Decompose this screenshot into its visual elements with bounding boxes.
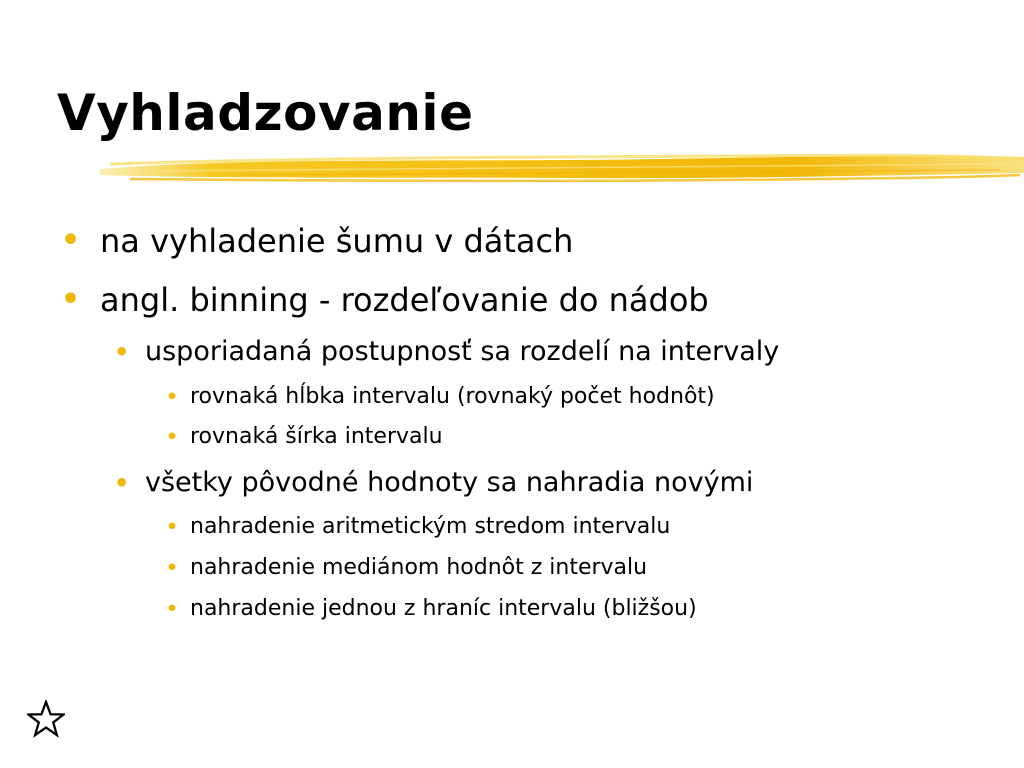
bullet-item (61, 221, 574, 261)
bullet-text: rovnaká šírka intervalu (190, 424, 443, 449)
bullet-text: nahradenie jednou z hraníc intervalu (bližšou) (190, 596, 697, 621)
bullet-text: angl. binning - rozdeľovanie do nádob (100, 281, 709, 319)
bullet-text: nahradenie mediánom hodnôt z intervalu (190, 555, 648, 580)
bullet-dot: • (166, 598, 179, 620)
bullet-text: nahradenie aritmetickým stredom intervalu (190, 514, 671, 539)
bullet-dot: • (114, 469, 130, 497)
bullet-text: usporiadaná postupnosť sa rozdelí na intervaly (145, 336, 780, 367)
sub-sub-bullet-item (166, 383, 715, 411)
sub-sub-bullet-item (166, 595, 697, 623)
slide-title: Vyhladzovanie (57, 84, 474, 142)
sub-sub-bullet-item (166, 423, 443, 451)
title-underline-stroke (100, 145, 1024, 189)
star-outline-icon[interactable] (27, 700, 65, 738)
bullet-dot: • (166, 426, 179, 448)
bullet-dot: • (61, 223, 81, 258)
sub-bullet-item (114, 335, 780, 369)
bullet-dot: • (166, 557, 179, 579)
bullet-dot: • (166, 386, 179, 408)
sub-sub-bullet-item (166, 554, 648, 582)
sub-sub-bullet-item (166, 513, 671, 541)
bullet-text: všetky pôvodné hodnoty sa nahradia novými (145, 467, 754, 498)
bullet-text: rovnaká hĺbka intervalu (rovnaký počet hodnôt) (190, 384, 715, 409)
bullet-text: na vyhladenie šumu v dátach (100, 222, 574, 260)
sub-bullet-item (114, 466, 754, 500)
bullet-dot: • (114, 338, 130, 366)
bullet-item (61, 280, 709, 320)
bullet-dot: • (61, 282, 81, 317)
bullet-dot: • (166, 516, 179, 538)
